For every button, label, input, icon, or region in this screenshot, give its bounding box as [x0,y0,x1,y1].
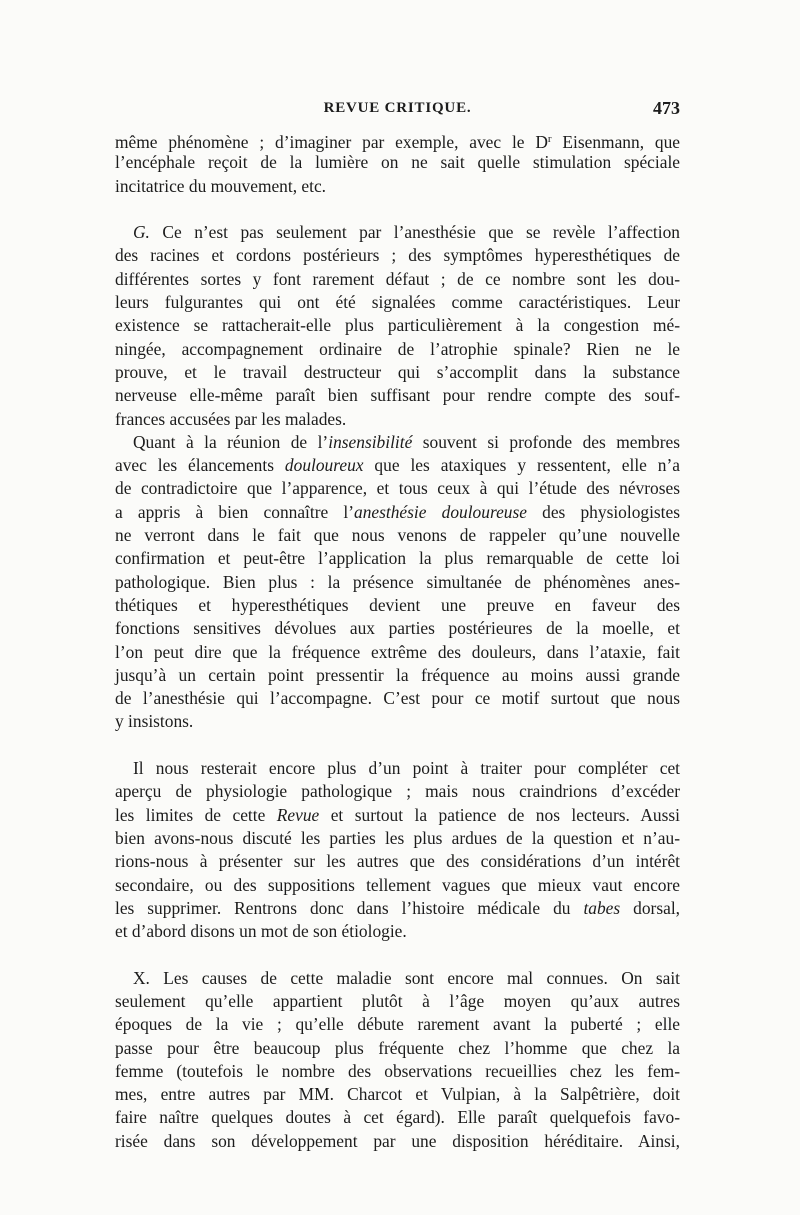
text-line: Il nous resterait encore plus d’un point à traiter pour compléter cet [133,758,680,779]
paragraph-continuation [115,128,680,198]
text-line: Quant à la réunion de l’insensibilité souvent si profonde des membres [133,431,680,452]
text-line: y insistons. [115,711,194,732]
page-number: 473 [653,98,680,118]
text-line: l’on peut dire que la fréquence extrême des douleurs, dans l’ataxie, fait [115,641,680,662]
text-line: frances accusées par les malades. [115,408,347,429]
paragraph-conclusion [115,757,680,943]
paragraph-gap [115,734,680,757]
section-marker: X. [133,967,150,988]
text-line: nerveuse elle-même paraît bien suffisant pour rendre compte des souf- [115,385,680,406]
text-line: leurs fulgurantes qui ont été signalées comme caractéristiques. Leur [115,292,680,313]
text-line: ne verront dans le fait que nous venons de rappeler qu’une nouvelle [115,525,680,546]
text-line: a appris à bien connaître l’anesthésie douloureuse des physiologistes [115,501,680,522]
paragraph-section-g [115,221,680,431]
paragraph-gap [115,198,680,221]
text-line: thétiques et hyperesthétiques devient une preuve en faveur des [115,594,680,615]
text-line: prouve, et le travail destructeur qui s’accomplit dans la substance [115,361,680,382]
text-line: fonctions sensitives dévolues aux parties postérieures de la moelle, et [115,618,680,639]
text-line: de contradictoire que l’apparence, et tous ceux à qui l’étude des névroses [115,478,680,499]
text-line: incitatrice du mouvement, etc. [115,175,327,196]
text-line: risée dans son développement par une disposition héréditaire. Ainsi, [115,1130,680,1151]
text-line: et d’abord disons un mot de son étiologie. [115,921,407,942]
page-header [115,100,680,124]
section-marker: G. [133,222,150,243]
text-line: les limites de cette Revue et surtout la patience de nos lecteurs. Aussi [115,804,680,825]
text-line: ningée, accompagnement ordinaire de l’atrophie spinale? Rien ne le [115,338,680,359]
text-line: même phénomène ; d’imaginer par exemple, avec le $D^r$ Eisenmann, que [115,132,680,152]
running-title: REVUE CRITIQUE. [323,100,472,116]
text-line: avec les élancements douloureux que les ataxiques y ressentent, elle n’a [115,455,681,476]
text-line: confirmation et peut-être l’application la plus remarquable de cette loi [115,548,680,569]
text-line: seulement qu’elle appartient plutôt à l’âge moyen qu’aux autres [115,990,680,1011]
paragraph-insensibilite [115,431,680,734]
text-line: secondaire, ou des suppositions tellement vagues que mieux vaut encore [115,874,680,895]
text-line: pathologique. Bien plus : la présence simultanée de phénomènes anes- [115,571,680,592]
text-line: bien avons-nous discuté les parties les plus ardues de la question et n’au- [115,827,680,848]
text-line: passe pour être beaucoup plus fréquente chez l’homme que chez la [115,1037,680,1058]
text-line: de l’anesthésie qui l’accompagne. C’est pour ce motif surtout que nous [115,688,680,709]
text-line: des racines et cordons postérieurs ; des symptômes hyperesthétiques de [115,245,680,266]
text-line: rions-nous à présenter sur les autres que des considérations d’un intérêt [115,851,680,872]
text-line: existence se rattacherait-elle plus particulièrement à la congestion mé- [115,315,680,336]
text-line: femme (toutefois le nombre des observations recueillies chez les fem- [115,1060,680,1081]
text-line: l’encéphale reçoit de la lumière on ne sait quelle stimulation spéciale [115,152,680,173]
text-line: faire naître quelques doutes à cet égard). Elle paraît quelquefois favo- [115,1107,680,1128]
paragraph-gap [115,943,680,966]
text-line: les supprimer. Rentrons donc dans l’histoire médicale du tabes dorsal, [115,897,680,918]
paragraph-section-x [115,967,680,1153]
body-text [115,128,680,1153]
text-line: différentes sortes y font rarement défaut ; de ce nombre sont les dou- [115,268,680,289]
text-line: mes, entre autres par MM. Charcot et Vulpian, à la Salpêtrière, doit [115,1084,680,1105]
text-line: G. Ce n’est pas seulement par l’anesthésie que se revèle l’affection [133,222,680,243]
text-line: jusqu’à un certain point pressentir la fréquence au moins aussi grande [115,664,680,685]
text-line: aperçu de physiologie pathologique ; mais nous craindrions d’excéder [115,781,680,802]
text-line: époques de la vie ; qu’elle débute rarement avant la puberté ; elle [115,1014,680,1035]
text-line: X. Les causes de cette maladie sont encore mal connues. On sait [133,967,680,988]
